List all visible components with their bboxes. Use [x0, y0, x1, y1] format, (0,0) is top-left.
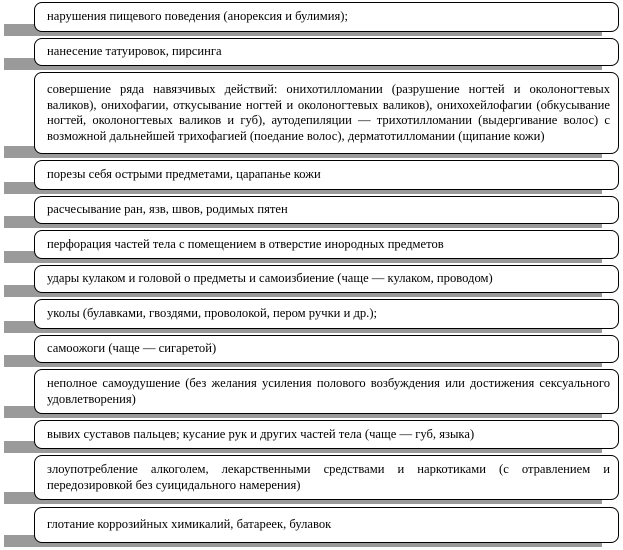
item-text: перфорация частей тела с помещением в отверстие инородных предметов: [47, 236, 444, 251]
item-box: [34, 265, 619, 293]
item-text: порезы себя острыми предметами, царапанье кожи: [47, 167, 321, 182]
list-item: [0, 2, 623, 36]
list-item: [0, 230, 623, 263]
list-item: [0, 420, 623, 453]
list-item: [0, 196, 623, 228]
list-item: [0, 369, 623, 418]
item-box: [34, 369, 619, 414]
item-text: нарушения пищевого поведения (анорексия и булимия);: [47, 9, 348, 24]
list-item: [0, 507, 623, 547]
item-box: [34, 335, 619, 363]
item-box: [34, 455, 619, 500]
item-text: самоожоги (чаще — сигаретой): [47, 341, 217, 356]
item-text: неполное самоудушение (без желания усиления полового возбуждения или достижения сексуального удовлетворения): [47, 376, 610, 406]
item-box: [34, 196, 619, 224]
item-text: совершение ряда навязчивых действий: онихотилломании (разрушение ногтей и околоногтевых валиков), онихофагии, откусывание ногтей и околоногтевых валиков), онихохейлофагии (обкусывание ногтей, околоногтевых валиков и губ), аутодепиляции — трихотилломании (выдергивание волос) с возможной дальнейшей трихофагией (поедание волос), дерматотилломании (щипание кожи): [47, 82, 610, 143]
item-text: вывих суставов пальцев; кусание рук и других частей тела (чаще — губ, языка): [47, 426, 475, 441]
list-item: [0, 265, 623, 297]
item-box: [34, 420, 619, 449]
item-text: расчесывание ран, язв, швов, родимых пятен: [47, 202, 288, 217]
item-text: нанесение татуировок, пирсинга: [47, 44, 222, 59]
item-box: [34, 299, 619, 329]
item-text: злоупотребление алкоголем, лекарственными средствами и наркотиками (с отравлением и передозировкой без суицидального намерения): [47, 462, 610, 492]
list-item: [0, 455, 623, 504]
item-box: [34, 160, 619, 190]
list-item: [0, 38, 623, 70]
list-item: [0, 299, 623, 333]
item-box: [34, 230, 619, 259]
item-box: [34, 2, 619, 32]
item-box: [34, 507, 619, 543]
item-text: глотание коррозийных химикалий, батареек, булавок: [47, 517, 332, 532]
item-box: [34, 72, 619, 154]
list-item: [0, 160, 623, 194]
item-text: удары кулаком и головой о предметы и самоизбиение (чаще — кулаком, проводом): [47, 271, 493, 286]
list-item: [0, 335, 623, 367]
list-item: [0, 72, 623, 158]
item-text: уколы (булавками, гвоздями, проволокой, пером ручки и др.);: [47, 306, 378, 321]
item-box: [34, 38, 619, 66]
